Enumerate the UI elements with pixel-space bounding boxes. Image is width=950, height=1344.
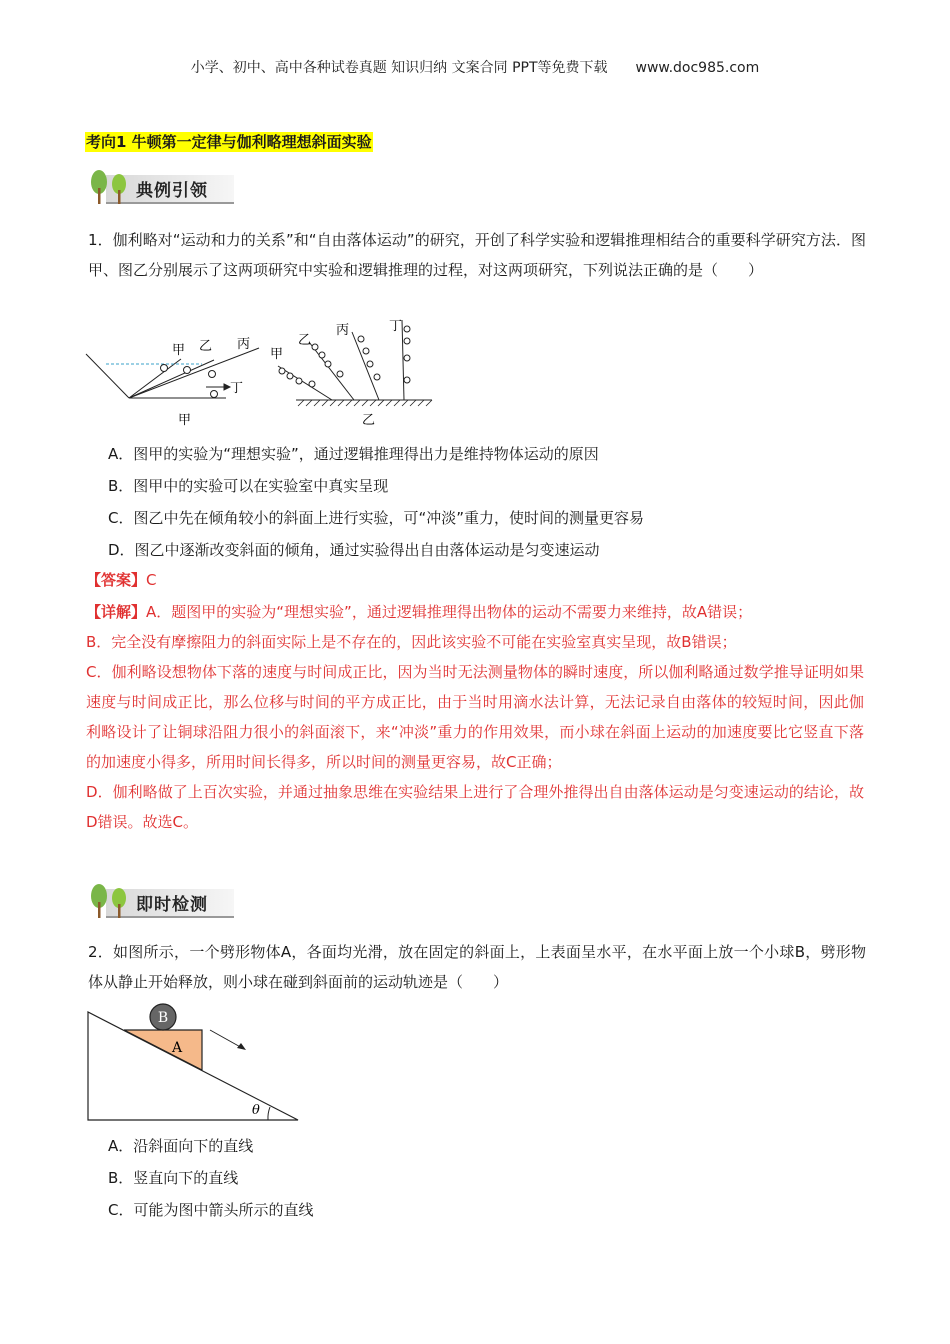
q1-option-d: D．图乙中逐渐改变斜面的倾角，通过实验得出自由落体运动是匀变速运动 xyxy=(108,541,600,559)
q2-option-a: A．沿斜面向下的直线 xyxy=(108,1137,254,1155)
detail-line-c: C．伽利略设想物体下落的速度与时间成正比，因为当时无法测量物体的瞬时速度，所以伽利略通过数学推导证明如果速度与时间成正比，那么位移与时间的平方成正比，由于当时用滴水法计算，无法记录自由落体的较短时间，因此伽利略设计了让铜球沿阻力很小的斜面滚下，来“冲淡”重力的作用效果，而小球在斜面上运动的加速度要比它竖直下落的加速度小得多，所用时间长得多，所以时间的测量更容易，故C正确； xyxy=(86,663,864,771)
banner-label: 典例引领 xyxy=(136,181,208,201)
answer-tag: 【答案】 xyxy=(86,571,147,589)
yi-label-bing: 丙 xyxy=(336,323,350,338)
ball-label: B xyxy=(157,1010,169,1026)
topic-heading: 考向1 牛顿第一定律与伽利略理想斜面实验 xyxy=(86,133,372,151)
q2-option-b: B．竖直向下的直线 xyxy=(108,1169,239,1187)
q2-option-c: C．可能为图中箭头所示的直线 xyxy=(108,1201,314,1219)
arrow-head-icon xyxy=(237,1043,246,1050)
header-text: 小学、初中、高中各种试卷真题 知识归纳 文案合同 PPT等免费下载 xyxy=(190,60,608,76)
jia-label-bing: 丙 xyxy=(237,337,251,352)
detail-line-a: 【详解】A．题图甲的实验为“理想实验”，通过逻辑推理得出物体的运动不需要力来维持，故A错误； xyxy=(86,603,753,621)
angle-arc xyxy=(268,1107,270,1120)
q1-detail xyxy=(86,597,864,837)
jia-caption: 甲 xyxy=(178,413,192,428)
yi-caption: 乙 xyxy=(362,413,376,428)
block-label: A xyxy=(171,1040,183,1056)
q1-option-c: C．图乙中先在倾角较小的斜面上进行实验，可“冲淡”重力，使时间的测量更容易 xyxy=(108,509,645,527)
yi-label-yi: 乙 xyxy=(298,333,312,348)
section-banner-practice xyxy=(86,882,236,922)
detail-tag: 【详解】 xyxy=(86,603,147,621)
jia-label-yi: 乙 xyxy=(199,339,213,354)
angle-label: θ xyxy=(252,1103,260,1118)
jia-label-jia: 甲 xyxy=(172,343,186,358)
q2-figure xyxy=(84,1000,309,1125)
yi-label-jia: 甲 xyxy=(270,347,284,362)
detail-line-b: B．完全没有摩擦阻力的斜面实际上是不存在的，因此该实验不可能在实验室真实呈现，故B错误； xyxy=(86,633,737,651)
detail-line-d: D．伽利略做了上百次实验，并通过抽象思维在实验结果上进行了合理外推得出自由落体运动是匀变速运动的结论，故D错误。故选C。 xyxy=(86,783,864,831)
q1-option-a: A．图甲的实验为“理想实验”，通过逻辑推理得出力是维持物体运动的原因 xyxy=(108,445,599,463)
wedge-a xyxy=(124,1030,202,1070)
q1-stem: 1．伽利略对“运动和力的关系”和“自由落体运动”的研究，开创了科学实验和逻辑推理相结合的重要科学研究方法．图甲、图乙分别展示了这两项研究中实验和逻辑推理的过程，对这两项研究，下列说法正确的是（ ） xyxy=(88,231,866,279)
section-banner-examples xyxy=(86,168,236,208)
answer-value: C xyxy=(146,571,157,589)
header-url[interactable]: www.doc985.com xyxy=(635,60,760,76)
page-header xyxy=(0,57,950,77)
q1-option-b: B．图甲中的实验可以在实验室中真实呈现 xyxy=(108,477,389,495)
q1-figure xyxy=(84,314,444,434)
yi-label-ding: 丁 xyxy=(389,319,403,334)
jia-label-ding: 丁 xyxy=(230,381,244,396)
banner-label: 即时检测 xyxy=(136,895,208,915)
q2-stem: 2．如图所示，一个劈形物体A，各面均光滑，放在固定的斜面上，上表面呈水平，在水平面上放一个小球B，劈形物体从静止开始释放，则小球在碰到斜面前的运动轨迹是（ ） xyxy=(88,943,866,991)
q1-answer xyxy=(86,565,864,595)
